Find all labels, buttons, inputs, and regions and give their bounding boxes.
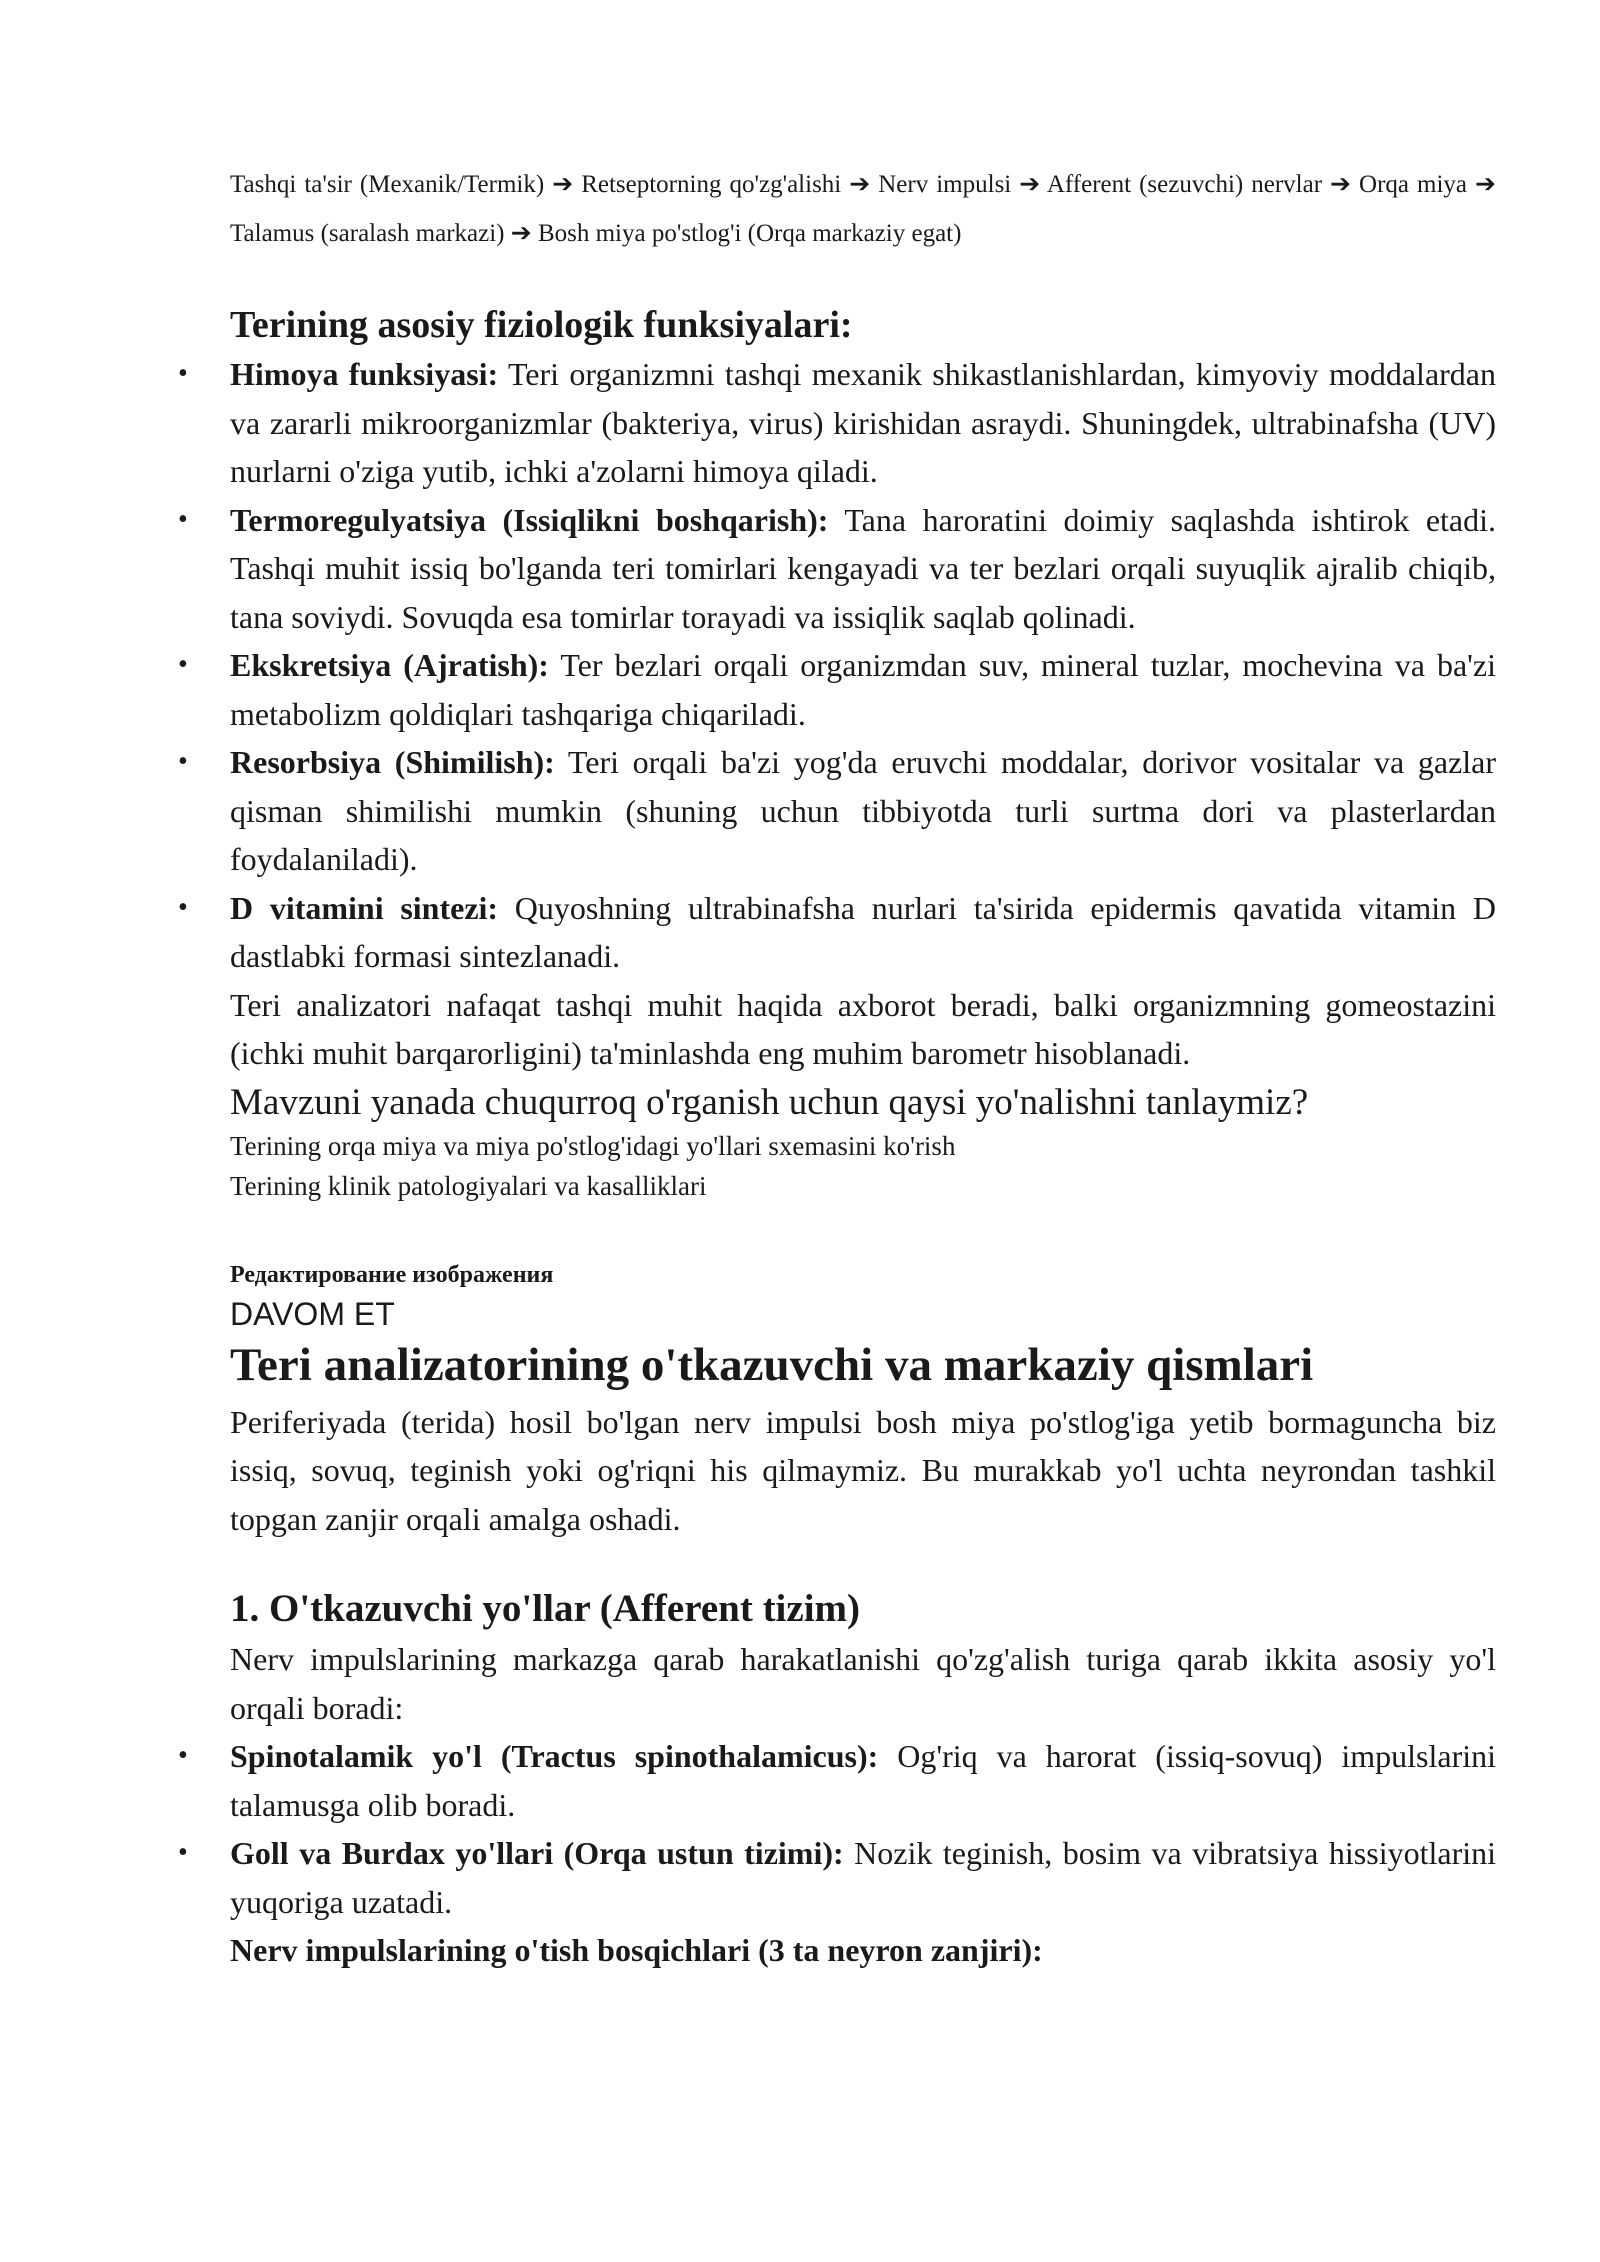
list-item — [178, 738, 1497, 884]
list-item-text: Og'riq va harorat (issiq-sovuq) impulslarini talamusga olib boradi. — [230, 1738, 1497, 1823]
paths-list — [178, 1732, 1497, 1926]
list-item-text: Teri orqali ba'zi yog'da eruvchi moddalar, dorivor vositalar va gazlar qisman shimilishi mumkin (shuning uchun tibbiyotda turli surtma dori va plasterlardan foydalaniladi). — [230, 744, 1497, 877]
list-item-term: Ekskretsiya (Ajratish): — [230, 647, 549, 683]
flow-text: Tashqi ta'sir (Mexanik/Termik) ➔ Retseptorning qo'zg'alishi ➔ Nerv impulsi ➔ Afferent (sezuvchi) nervlar ➔ Orqa miya ➔ Talamus (saralash markazi) ➔ Bosh miya po'stlog'i (Orqa markaziy egat) — [230, 171, 1496, 247]
list-item-text: Nozik teginish, bosim va vibratsiya hissiyotlarini yuqoriga uzatadi. — [230, 1835, 1496, 1920]
functions-summary: Teri analizatori nafaqat tashqi muhit haqida axborot beradi, balki organizmning gomeostazini (ichki muhit barqarorligini) ta'minlashda eng muhim barometr hisoblanadi. — [230, 986, 1496, 1071]
bullet-icon: • — [178, 503, 188, 535]
section-intro: Periferiyada (terida) hosil bo'lgan nerv impulsi bosh miya po'stlog'iga yetib bormaguncha biz issiq, sovuq, teginish yoki og'riqni his qilmaymiz. Bu murakkab yo'l uchta neyrondan tashkil topgan zanjir orqali amalga oshadi. — [230, 1403, 1496, 1537]
question-option-pathologies[interactable]: Terining klinik patologiyalari va kasalliklari — [230, 1170, 707, 1201]
sub-intro: Nerv impulslarining markazga qarab harakatlanishi qo'zg'alish turiga qarab ikkita asosiy yo'l orqali boradi: — [230, 1641, 1496, 1726]
list-item — [178, 350, 1497, 496]
functions-list — [178, 350, 1497, 981]
list-item-text: Tana haroratini doimiy saqlashda ishtirok etadi. Tashqi muhit issiq bo'lganda teri tomirlari kengayadi va ter bezlari orqali suyuqlik ajralib chiqib, tana soviydi. Sovuqda esa tomirlar torayadi va issiqlik saqlab qolinadi. — [230, 501, 1497, 635]
sub-heading: 1. O'tkazuvchi yo'llar (Afferent tizim) — [230, 1587, 861, 1630]
list-item — [178, 496, 1497, 642]
bullet-icon: • — [178, 358, 188, 389]
list-item-term: D vitamini sintezi: — [230, 889, 499, 926]
list-item-text: Teri organizmni tashqi mexanik shikastlanishlardan, kimyoviy moddalardan va zararli mikroorganizmlar (bakteriya, virus) kirishidan asraydi. Shuningdek, ultrabinafsha (UV) nurlarni o'ziga yutib, ichki a'zolarni himoya qiladi. — [230, 356, 1497, 489]
bullet-icon: • — [178, 746, 188, 777]
list-item — [178, 1829, 1496, 1926]
list-item-term: Himoya funksiyasi: — [230, 356, 499, 392]
list-item — [178, 641, 1497, 738]
question-option-pathways[interactable]: Terining orqa miya va miya po'stlog'idagi yo'llari sxemasini ko'rish — [230, 1130, 956, 1161]
bullet-icon: • — [178, 891, 188, 923]
bullet-icon: • — [178, 1740, 188, 1771]
list-item — [178, 884, 1497, 981]
bullet-icon: • — [178, 1837, 188, 1868]
bullet-icon: • — [178, 649, 188, 680]
edit-image-label[interactable]: Редактирование изображения — [230, 1261, 554, 1288]
section-title: Teri analizatorining o'tkazuvchi va markaziy qismlari — [230, 1338, 1314, 1391]
list-item-text: Ter bezlari orqali organizmdan suv, mineral tuzlar, mochevina va ba'zi metabolizm qoldiqlari tashqariga chiqariladi. — [230, 647, 1497, 732]
functions-heading: Terining asosiy fiziologik funksiyalari: — [230, 304, 853, 346]
list-item-text: Quyoshning ultrabinafsha nurlari ta'sirida epidermis qavatida vitamin D dastlabki formasi sintezlanadi. — [230, 889, 1497, 974]
list-item — [178, 1732, 1497, 1829]
stages-heading: Nerv impulslarining o'tish bosqichlari (3 ta neyron zanjiri): — [230, 1932, 1043, 1968]
list-item-term: Resorbsiya (Shimilish): — [230, 744, 555, 780]
list-item-term: Goll va Burdax yo'llari (Orqa ustun tizimi): — [230, 1835, 844, 1871]
question-text: Mavzuni yanada chuqurroq o'rganish uchun qaysi yo'nalishni tanlaymiz? — [230, 1081, 1309, 1123]
list-item-term: Termoregulyatsiya (Issiqlikni boshqarish): — [230, 501, 829, 538]
document-page — [178, 160, 1497, 1975]
continue-button[interactable]: DAVOM ET — [230, 1295, 395, 1332]
list-item-term: Spinotalamik yo'l (Tractus spinothalamicus): — [230, 1738, 879, 1774]
